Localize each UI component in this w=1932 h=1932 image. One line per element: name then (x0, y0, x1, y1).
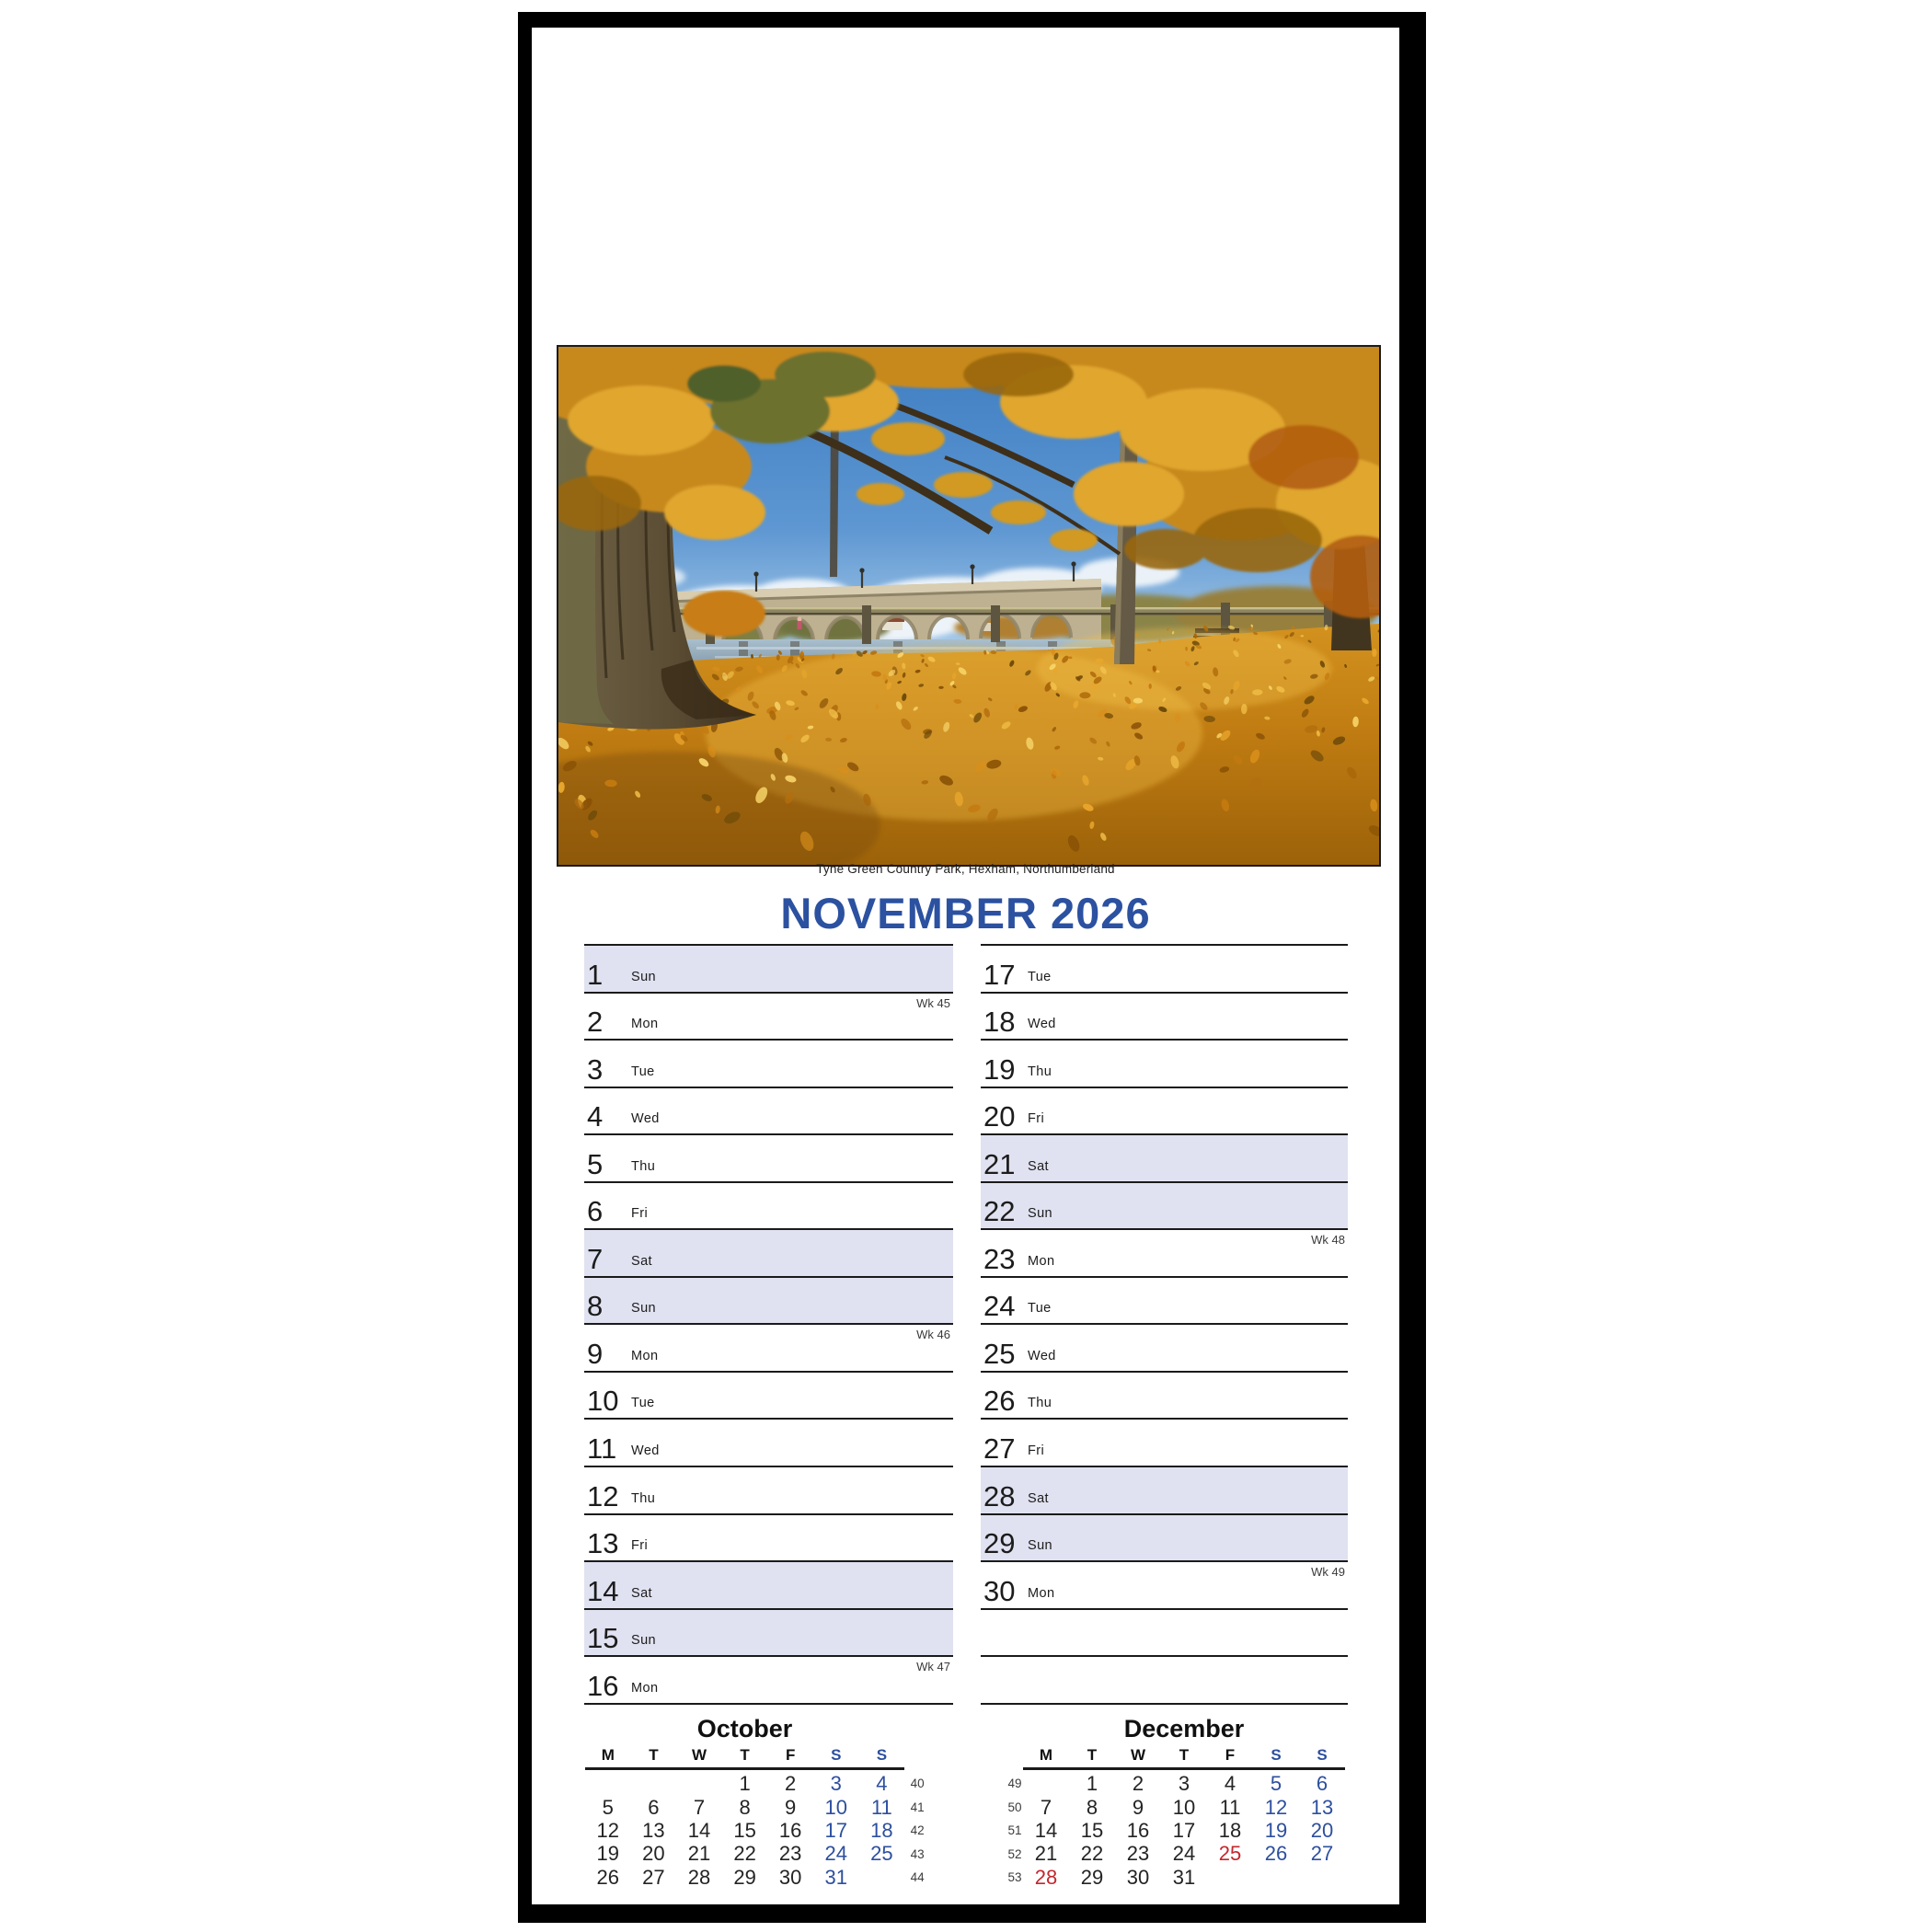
mini-day: 19 (1264, 1818, 1288, 1842)
day-row-14 (584, 1562, 953, 1610)
mini-day: 26 (596, 1865, 620, 1889)
day-number: 27 (983, 1432, 1016, 1466)
day-row-15 (584, 1610, 953, 1658)
day-row-13 (584, 1515, 953, 1563)
day-name: Thu (631, 1490, 656, 1506)
mini-day: 28 (687, 1865, 711, 1889)
mini-day: 22 (733, 1842, 756, 1866)
day-name: Sat (1028, 1158, 1049, 1174)
weekday-header: F (785, 1746, 796, 1764)
mini-day: 12 (1264, 1795, 1288, 1819)
mini-day: 24 (1172, 1842, 1196, 1866)
week-number: 40 (910, 1777, 925, 1791)
day-number: 25 (983, 1337, 1016, 1370)
mini-day: 23 (1126, 1842, 1150, 1866)
day-name: Mon (631, 1017, 659, 1032)
day-row-26 (981, 1373, 1348, 1420)
mini-day: 11 (1219, 1795, 1241, 1819)
day-name: Sun (631, 1301, 656, 1317)
weekday-header: T (649, 1746, 659, 1764)
day-row-8 (584, 1278, 953, 1326)
mini-day: 25 (1218, 1842, 1242, 1866)
mini-month-title: December (1123, 1715, 1245, 1742)
week-number-label: Wk 47 (916, 1660, 950, 1674)
week-number: 49 (1007, 1777, 1022, 1791)
mini-day: 23 (778, 1842, 802, 1866)
weekday-header: S (831, 1746, 842, 1764)
day-row-29 (981, 1515, 1348, 1563)
day-name: Fri (631, 1538, 649, 1554)
mini-day: 27 (1310, 1842, 1334, 1866)
week-number: 43 (910, 1846, 925, 1861)
weekday-header: S (876, 1746, 888, 1764)
day-name: Wed (1028, 1017, 1056, 1032)
mini-day: 10 (824, 1795, 847, 1819)
mini-day: 6 (1316, 1772, 1328, 1796)
mini-weeks (1006, 1773, 1345, 1890)
week-number-label: Wk 45 (916, 995, 950, 1010)
day-row-30 (981, 1562, 1348, 1610)
mini-day: 11 (870, 1795, 892, 1819)
weekday-header: T (740, 1746, 750, 1764)
mini-day: 18 (870, 1818, 893, 1842)
day-number: 1 (587, 958, 604, 991)
day-name: Tue (1028, 969, 1052, 984)
day-row-10 (584, 1373, 953, 1420)
day-row-2 (584, 994, 953, 1041)
day-row-28 (981, 1467, 1348, 1515)
mini-day: 4 (876, 1772, 888, 1796)
mini-week-row (585, 1843, 931, 1866)
calendar-page (532, 28, 1399, 1904)
mini-day: 20 (642, 1842, 665, 1866)
mini-day: 16 (1126, 1818, 1150, 1842)
day-number: 15 (587, 1622, 619, 1655)
mini-day: 14 (687, 1818, 711, 1842)
day-name: Mon (631, 1348, 659, 1363)
header-rule (1023, 1767, 1345, 1770)
mini-day: 6 (648, 1795, 660, 1819)
week-number-label: Wk 46 (916, 1328, 950, 1342)
mini-calendar-october (585, 1715, 931, 1889)
mini-day: 4 (1224, 1772, 1236, 1796)
day-number: 3 (587, 1052, 604, 1086)
header-rule (585, 1767, 904, 1770)
day-name: Tue (1028, 1301, 1052, 1317)
mini-day: 8 (739, 1795, 751, 1819)
day-name: Wed (631, 1111, 660, 1127)
day-number: 8 (587, 1290, 604, 1323)
mini-day: 15 (1080, 1818, 1104, 1842)
day-number: 16 (587, 1669, 619, 1702)
day-number: 14 (587, 1574, 619, 1607)
mini-week-row (1006, 1843, 1345, 1866)
day-name: Tue (631, 1396, 655, 1411)
mini-month-title: October (696, 1715, 793, 1742)
day-name: Fri (1028, 1111, 1045, 1127)
day-row-3 (584, 1041, 953, 1088)
day-row-16 (584, 1657, 953, 1705)
day-row-24 (981, 1278, 1348, 1326)
day-name: Sun (631, 1633, 656, 1649)
day-row-9 (584, 1325, 953, 1373)
mini-day: 2 (785, 1772, 797, 1796)
day-number: 19 (983, 1052, 1016, 1086)
mini-week-row (1006, 1819, 1345, 1842)
mini-day: 5 (1270, 1772, 1282, 1796)
mini-day: 27 (642, 1865, 665, 1889)
week-number: 42 (910, 1823, 925, 1838)
day-name: Tue (631, 1064, 655, 1079)
week-number: 53 (1007, 1870, 1022, 1884)
mini-day: 29 (733, 1865, 756, 1889)
day-name: Fri (1028, 1443, 1045, 1459)
mini-day: 29 (1080, 1865, 1104, 1889)
day-number: 13 (587, 1527, 619, 1560)
day-number: 12 (587, 1479, 619, 1512)
day-row-6 (584, 1183, 953, 1231)
mini-day: 13 (642, 1818, 665, 1842)
mini-day: 14 (1034, 1818, 1058, 1842)
day-name: Sun (631, 969, 656, 984)
day-number: 18 (983, 1006, 1016, 1039)
day-name: Mon (1028, 1585, 1055, 1601)
mini-day: 16 (778, 1818, 802, 1842)
mini-day: 7 (693, 1795, 706, 1819)
mini-day: 18 (1218, 1818, 1242, 1842)
mini-week-row (1006, 1866, 1345, 1889)
week-number: 51 (1007, 1823, 1022, 1838)
weekday-header: M (601, 1746, 615, 1764)
day-number: 9 (587, 1337, 604, 1370)
day-row-23 (981, 1230, 1348, 1278)
day-number: 10 (587, 1385, 619, 1418)
day-name: Sun (1028, 1206, 1052, 1222)
mini-day: 28 (1034, 1865, 1058, 1889)
day-name: Thu (1028, 1396, 1052, 1411)
weekday-header: T (1179, 1746, 1190, 1764)
weekday-header: W (1130, 1746, 1146, 1764)
week-number-label: Wk 49 (1311, 1565, 1345, 1580)
mini-day: 3 (1178, 1772, 1190, 1796)
day-name: Sat (631, 1585, 652, 1601)
mini-day: 22 (1080, 1842, 1104, 1866)
autumn-park-photo-illustration (558, 347, 1379, 865)
day-row-27 (981, 1420, 1348, 1467)
day-row-blank (981, 1610, 1348, 1658)
mini-day: 1 (739, 1772, 751, 1796)
mini-week-row (1006, 1773, 1345, 1796)
day-number: 30 (983, 1574, 1016, 1607)
day-row-4 (584, 1088, 953, 1136)
day-list-left (584, 944, 953, 1705)
mini-week-row (585, 1773, 931, 1796)
week-number: 50 (1007, 1800, 1022, 1814)
mini-day: 10 (1172, 1795, 1196, 1819)
mini-day: 20 (1310, 1818, 1334, 1842)
mini-day: 3 (830, 1772, 842, 1796)
day-row-5 (584, 1135, 953, 1183)
weekday-header-row (585, 1742, 931, 1767)
mini-day: 2 (1132, 1772, 1144, 1796)
weekday-header: W (691, 1746, 707, 1764)
day-number: 11 (587, 1432, 617, 1466)
day-number: 20 (983, 1100, 1016, 1133)
day-row-12 (584, 1467, 953, 1515)
day-name: Sat (631, 1253, 652, 1269)
weekday-header: S (1271, 1746, 1282, 1764)
week-number: 52 (1007, 1846, 1022, 1861)
mini-day: 30 (778, 1865, 802, 1889)
mini-day: 13 (1310, 1795, 1334, 1819)
day-row-25 (981, 1325, 1348, 1373)
mini-day: 17 (824, 1818, 847, 1842)
day-name: Thu (631, 1158, 656, 1174)
day-name: Mon (631, 1680, 659, 1696)
mini-day: 30 (1126, 1865, 1150, 1889)
day-name: Sun (1028, 1538, 1052, 1554)
week-number-label: Wk 48 (1311, 1233, 1345, 1248)
day-name: Wed (631, 1443, 660, 1459)
weekday-header: M (1039, 1746, 1053, 1764)
day-row-20 (981, 1088, 1348, 1136)
mini-week-row (1006, 1796, 1345, 1819)
mini-day: 8 (1086, 1795, 1098, 1819)
day-number: 17 (983, 958, 1016, 991)
mini-day: 21 (1034, 1842, 1058, 1866)
day-row-1 (584, 946, 953, 994)
day-number: 21 (983, 1147, 1016, 1180)
month-photo (557, 345, 1381, 867)
day-number: 29 (983, 1527, 1016, 1560)
day-list-right (981, 944, 1348, 1705)
mini-day: 24 (824, 1842, 847, 1866)
day-number: 6 (587, 1195, 604, 1228)
mini-week-row (585, 1866, 931, 1889)
calendar-black-frame (518, 12, 1426, 1923)
mini-day: 25 (870, 1842, 893, 1866)
week-number: 41 (910, 1800, 925, 1814)
month-title: NOVEMBER 2026 (780, 889, 1151, 937)
mini-day: 9 (785, 1795, 797, 1819)
day-number: 4 (587, 1100, 604, 1133)
mini-day: 12 (596, 1818, 620, 1842)
day-number: 24 (983, 1290, 1016, 1323)
weekday-header: T (1087, 1746, 1098, 1764)
day-row-blank (981, 1657, 1348, 1705)
day-number: 2 (587, 1006, 604, 1039)
day-number: 7 (587, 1242, 604, 1275)
week-number: 44 (910, 1870, 925, 1884)
day-row-18 (981, 994, 1348, 1041)
day-row-22 (981, 1183, 1348, 1231)
day-number: 5 (587, 1147, 604, 1180)
mini-day: 21 (687, 1842, 711, 1866)
day-row-11 (584, 1420, 953, 1467)
mini-day: 31 (824, 1865, 847, 1889)
day-name: Wed (1028, 1348, 1056, 1363)
photo-caption: Tyne Green Country Park, Hexham, Northumberland (816, 862, 1115, 876)
day-name: Fri (631, 1206, 649, 1222)
day-number: 22 (983, 1195, 1016, 1228)
mini-week-row (585, 1796, 931, 1819)
day-name: Thu (1028, 1064, 1052, 1079)
day-row-19 (981, 1041, 1348, 1088)
mini-calendar-december (1006, 1715, 1345, 1889)
photo-walker (798, 617, 802, 630)
mini-day: 9 (1132, 1795, 1144, 1819)
mini-weeks (585, 1773, 931, 1890)
day-row-17 (981, 946, 1348, 994)
mini-day: 17 (1172, 1818, 1196, 1842)
weekday-header: F (1225, 1746, 1236, 1764)
day-number: 28 (983, 1479, 1016, 1512)
mini-day: 5 (602, 1795, 614, 1819)
mini-day: 31 (1172, 1865, 1196, 1889)
day-row-21 (981, 1135, 1348, 1183)
mini-week-row (585, 1819, 931, 1842)
weekday-header: S (1317, 1746, 1328, 1764)
day-name: Mon (1028, 1253, 1055, 1269)
mini-day: 15 (733, 1818, 756, 1842)
day-number: 23 (983, 1242, 1016, 1275)
weekday-header-row (1006, 1742, 1345, 1767)
mini-day: 26 (1264, 1842, 1288, 1866)
mini-day: 7 (1040, 1795, 1052, 1819)
mini-day: 19 (596, 1842, 620, 1866)
day-name: Sat (1028, 1490, 1049, 1506)
day-row-7 (584, 1230, 953, 1278)
mini-day: 1 (1086, 1772, 1098, 1796)
day-number: 26 (983, 1385, 1016, 1418)
